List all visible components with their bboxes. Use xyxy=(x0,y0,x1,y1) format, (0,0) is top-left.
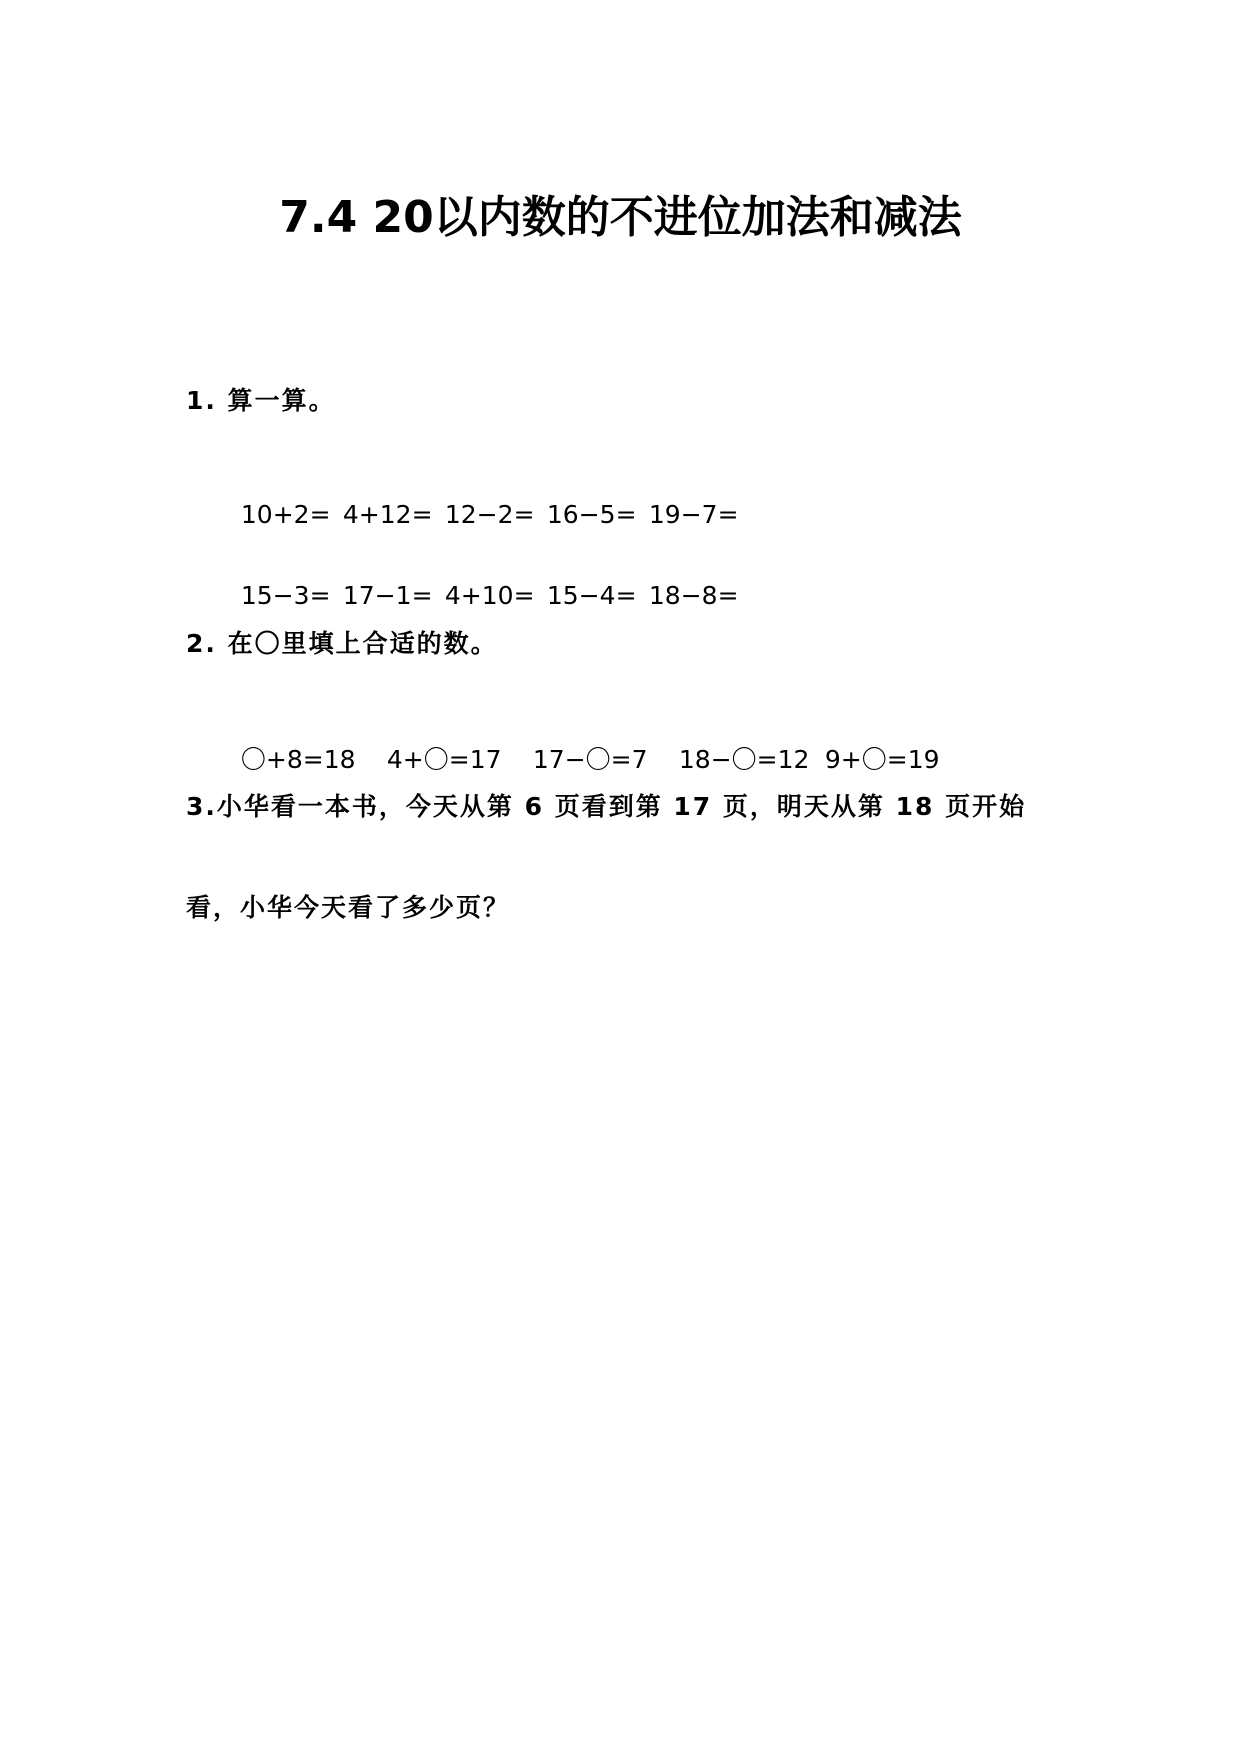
question-1-row-2 xyxy=(225,545,751,613)
exercise-item: 17−1= xyxy=(342,581,433,610)
fill-in-item: 17−〇=7 xyxy=(532,745,648,774)
fill-in-item: 〇+8=18 xyxy=(240,745,356,774)
exercise-item: 4+12= xyxy=(342,500,433,529)
fill-in-item: 18−〇=12 xyxy=(678,745,810,774)
exercise-item: 16−5= xyxy=(546,500,637,529)
question-3-line-2: 看，小华今天看了多少页？ xyxy=(186,893,511,922)
exercise-item: 15−3= xyxy=(240,581,331,610)
question-2-prompt: 2. 在〇里填上合适的数。 xyxy=(186,629,498,658)
exercise-item: 19−7= xyxy=(648,500,739,529)
exercise-item: 4+10= xyxy=(444,581,535,610)
exercise-item: 12−2= xyxy=(444,500,535,529)
question-1-row-1 xyxy=(225,464,751,532)
question-1-prompt: 1. 算一算。 xyxy=(186,386,336,415)
question-3-line-1: 3.小华看一本书，今天从第 6 页看到第 17 页，明天从第 18 页开始 xyxy=(186,792,1027,821)
exercise-item: 10+2= xyxy=(240,500,331,529)
exercise-item: 15−4= xyxy=(546,581,637,610)
question-2-row xyxy=(225,709,971,777)
fill-in-item: 9+〇=19 xyxy=(824,745,940,774)
exercise-item: 18−8= xyxy=(648,581,739,610)
page-title: 7.4 20以内数的不进位加法和减法 xyxy=(279,192,962,243)
fill-in-item: 4+〇=17 xyxy=(386,745,502,774)
